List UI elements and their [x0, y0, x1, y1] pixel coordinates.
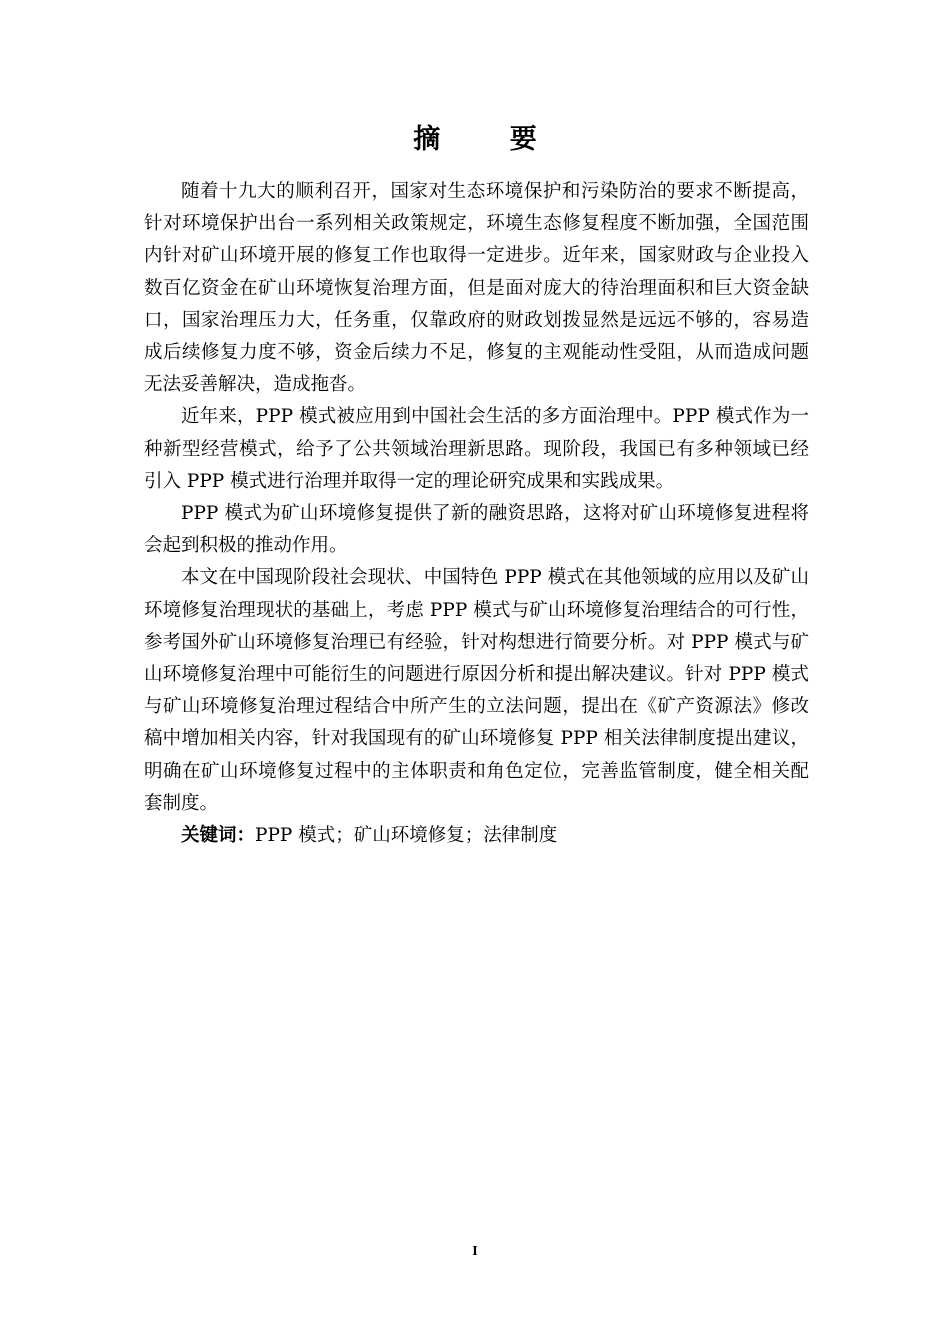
abstract-paragraph-1: 随着十九大的顺利召开，国家对生态环境保护和污染防治的要求不断提高，针对环境保护出台一系列相关政策规定，环境生态修复程度不断加强，全国范围内针对矿山环境开展的修复工作也取得一定进步。近年来，国家财政与企业投入数百亿资金在矿山环境恢复治理方面，但是面对庞大的待治理面积和巨大资金缺口，国家治理压力大，任务重，仅靠政府的财政划拨显然是远远不够的，容易造成后续修复力度不够，资金后续力不足，修复的主观能动性受阻，从而造成问题无法妥善解决，造成拖沓。	[144, 181, 809, 396]
page-title: 摘 要	[413, 124, 567, 155]
abstract-body	[144, 176, 809, 852]
abstract-paragraph-2: 近年来，PPP 模式被应用到中国社会生活的多方面治理中。PPP 模式作为一种新型经营模式，给予了公共领域治理新思路。现阶段，我国已有多种领域已经引入 PPP 模式进行治理并取得一定的理论研究成果和实践成果。	[144, 406, 809, 492]
keywords-value: PPP 模式；矿山环境修复；法律制度	[255, 825, 558, 847]
page-number: I	[472, 1244, 478, 1259]
abstract-paragraph-3: PPP 模式为矿山环境修复提供了新的融资思路，这将对矿山环境修复进程将会起到积极的推动作用。	[144, 503, 809, 557]
keywords-line	[144, 820, 809, 852]
abstract-paragraph-4: 本文在中国现阶段社会现状、中国特色 PPP 模式在其他领域的应用以及矿山环境修复治理现状的基础上，考虑 PPP 模式与矿山环境修复治理结合的可行性，参考国外矿山环境修复治理已有经验，针对构想进行简要分析。对 PPP 模式与矿山环境修复治理中可能衍生的问题进行原因分析和提出解决建议。针对 PPP 模式与矿山环境修复治理过程结合中所产生的立法问题，提出在《矿产资源法》修改稿中增加相关内容，针对我国现有的矿山环境修复 PPP 相关法律制度提出建议，明确在矿山环境修复过程中的主体职责和角色定位，完善监管制度，健全相关配套制度。	[144, 567, 809, 814]
keywords-label: 关键词：	[181, 825, 256, 847]
